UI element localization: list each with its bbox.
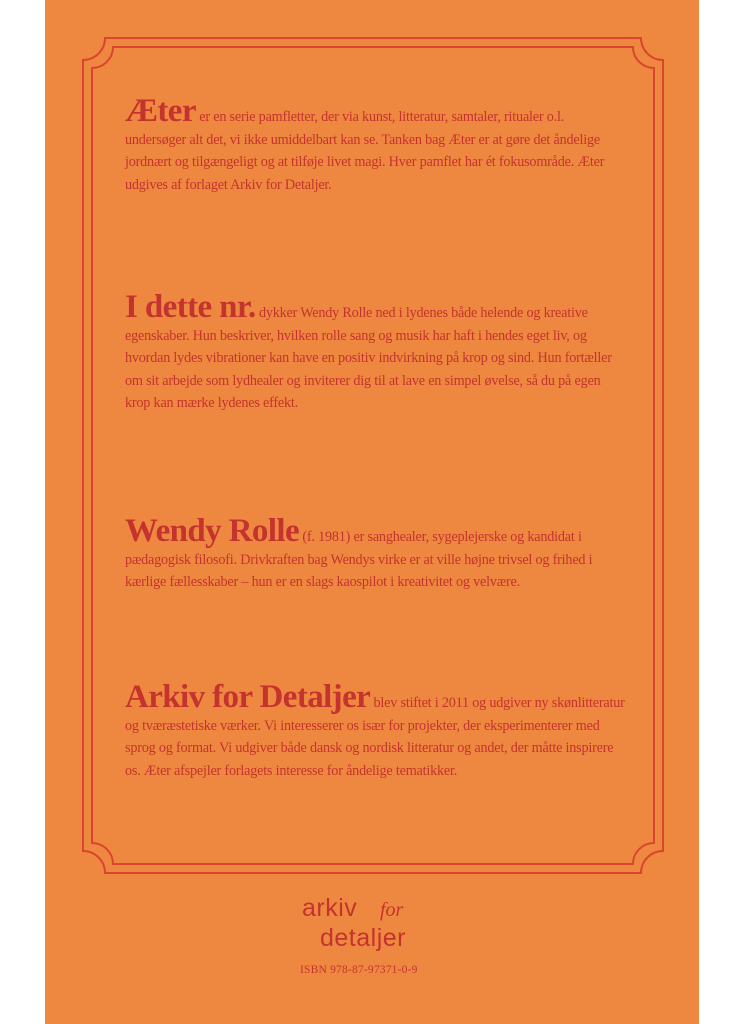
- back-cover: [45, 0, 699, 1024]
- publisher-logo: [302, 896, 462, 958]
- publisher-description: [125, 679, 625, 782]
- series-description: [125, 93, 625, 196]
- issue-text: dykker Wendy Rolle ned i lydenes både helende og kreative egenskaber. Hun beskriver, hvilken rolle sang og musik har haft i hendes eget liv, og hvordan lydes vibrationer kan have en positiv indvirkning på krop og sind. Hun fortæller om sit arbejde som lydhealer og inviterer dig til at lave en simpel øvelse, så du på egen krop kan mærke lydenes effekt.: [125, 305, 612, 412]
- issue-description: [125, 289, 625, 415]
- isbn: ISBN 978-87-97371-0-9: [300, 964, 418, 976]
- issue-heading: I dette nr.: [125, 289, 256, 325]
- logo-word-arkiv: arkiv: [302, 894, 358, 922]
- publisher-name: Arkiv for Detaljer: [125, 679, 371, 715]
- author-name: Wendy Rolle: [125, 513, 299, 549]
- logo-word-detaljer: detaljer: [320, 924, 406, 952]
- publisher-text: blev stiftet i 2011 og udgiver ny skønlitteratur og tværæstetiske værker. Vi interesserer os især for projekter, der eksperimenterer med sprog og format. Vi udgiver både dansk og nordisk litteratur og andet, der måtte inspirere os. Æter afspejler forlagets interesse for åndelige tematikker.: [125, 695, 625, 779]
- author-text: (f. 1981) er sanghealer, sygeplejerske og kandidat i pædagogisk filosofi. Drivkraften bag Wendys virke er at ville højne trivsel og frihed i kærlige fællesskaber – hun er en slags kaospilot i kreativitet og velvære.: [125, 529, 593, 591]
- logo-word-for: for: [380, 899, 404, 921]
- series-text: er en serie pamfletter, der via kunst, litteratur, samtaler, ritualer o.l. undersøger alt det, vi ikke umiddelbart kan se. Tanken bag Æter er at gøre det åndelige jordnært og tilgængeligt og at tilføje livet magi. Hver pamflet har ét fokusområde. Æter udgives af forlaget Arkiv for Detaljer.: [125, 109, 605, 193]
- author-bio: [125, 513, 625, 594]
- series-title: Æter: [125, 93, 196, 129]
